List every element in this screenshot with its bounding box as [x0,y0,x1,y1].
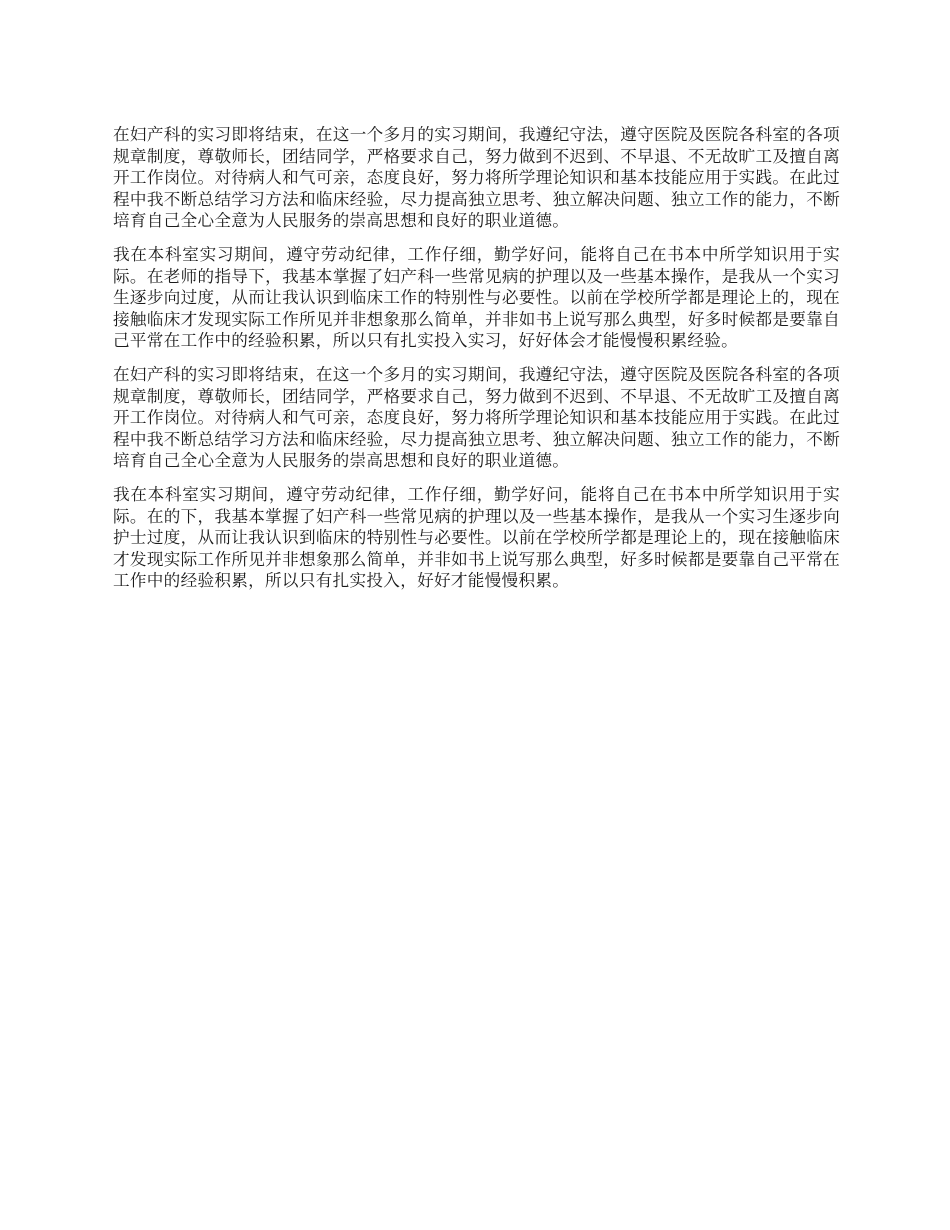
document-body [113,124,840,604]
paragraph-3: 在妇产科的实习即将结束，在这一个多月的实习期间，我遵纪守法，遵守医院及医院各科室的各项规章制度，尊敬师长，团结同学，严格要求自己，努力做到不迟到、不早退、不无故旷工及擅自离开工作岗位。对待病人和气可亲，态度良好，努力将所学理论知识和基本技能应用于实践。在此过程中我不断总结学习方法和临床经验，尽力提高独立思考、独立解决问题、独立工作的能力，不断培育自己全心全意为人民服务的崇高思想和良好的职业道德。 [113,364,840,471]
paragraph-2: 我在本科室实习期间，遵守劳动纪律，工作仔细，勤学好问，能将自己在书本中所学知识用于实际。在老师的指导下，我基本掌握了妇产科一些常见病的护理以及一些基本操作，是我从一个实习生逐步向过度，从而让我认识到临床工作的特别性与必要性。以前在学校所学都是理论上的，现在接触临床才发现实际工作所见并非想象那么简单，并非如书上说写那么典型，好多时候都是要靠自己平常在工作中的经验积累，所以只有扎实投入实习，好好体会才能慢慢积累经验。 [113,244,840,351]
paragraph-1: 在妇产科的实习即将结束，在这一个多月的实习期间，我遵纪守法，遵守医院及医院各科室的各项规章制度，尊敬师长，团结同学，严格要求自己，努力做到不迟到、不早退、不无故旷工及擅自离开工作岗位。对待病人和气可亲，态度良好，努力将所学理论知识和基本技能应用于实践。在此过程中我不断总结学习方法和临床经验，尽力提高独立思考、独立解决问题、独立工作的能力，不断培育自己全心全意为人民服务的崇高思想和良好的职业道德。 [113,125,840,231]
paragraph-4: 我在本科室实习期间，遵守劳动纪律，工作仔细，勤学好问，能将自己在书本中所学知识用于实际。在的下，我基本掌握了妇产科一些常见病的护理以及一些基本操作，是我从一个实习生逐步向护士过度，从而让我认识到临床的特别性与必要性。以前在学校所学都是理论上的，现在接触临床才发现实际工作所见并非想象那么简单，并非如书上说写那么典型，好多时候都是要靠自己平常在工作中的经验积累，所以只有扎实投入，好好才能慢慢积累。 [113,484,840,591]
